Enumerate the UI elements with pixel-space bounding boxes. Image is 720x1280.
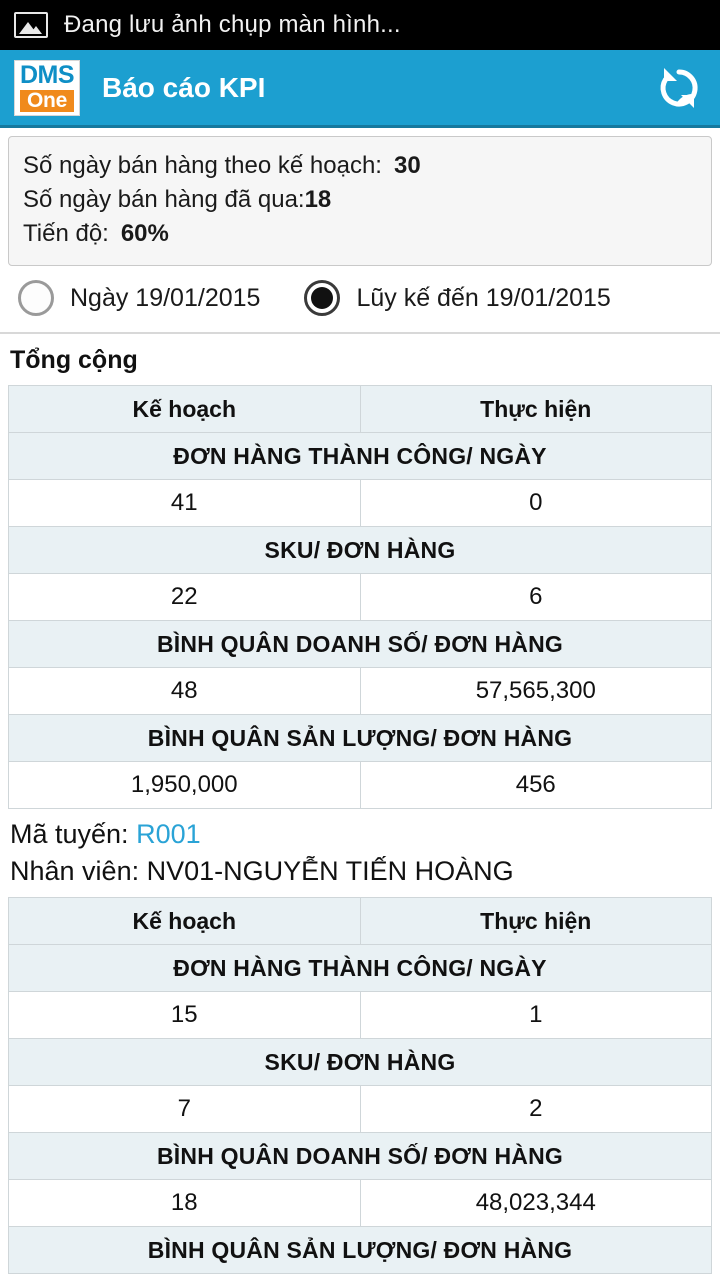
- logo-text-bottom: One: [20, 90, 74, 112]
- cell-actual: 1: [360, 992, 712, 1039]
- progress-label: Tiến độ:: [23, 220, 109, 247]
- table-row: [9, 1180, 712, 1227]
- table-row: [9, 527, 712, 574]
- table-row: [9, 715, 712, 762]
- table-row: [9, 1039, 712, 1086]
- table-row: [9, 621, 712, 668]
- employee-name: NV01-NGUYỄN TIẾN HOÀNG: [146, 856, 514, 886]
- elapsed-days-row: [23, 183, 697, 217]
- group-header: SKU/ ĐƠN HÀNG: [9, 527, 712, 574]
- table-row: [9, 574, 712, 621]
- group-header: BÌNH QUÂN DOANH SỐ/ ĐƠN HÀNG: [9, 621, 712, 668]
- column-header-actual: Thực hiện: [360, 386, 712, 433]
- group-header: ĐƠN HÀNG THÀNH CÔNG/ NGÀY: [9, 433, 712, 480]
- column-header-plan: Kế hoạch: [9, 898, 361, 945]
- refresh-icon[interactable]: [652, 61, 706, 115]
- cell-actual: 0: [360, 480, 712, 527]
- cell-plan: 1,950,000: [9, 762, 361, 809]
- group-header: BÌNH QUÂN DOANH SỐ/ ĐƠN HÀNG: [9, 1133, 712, 1180]
- app-logo: [14, 60, 80, 116]
- cell-actual: 456: [360, 762, 712, 809]
- image-icon: [14, 12, 48, 38]
- cell-actual: 6: [360, 574, 712, 621]
- group-header-partial: BÌNH QUÂN SẢN LƯỢNG/ ĐƠN HÀNG: [9, 1227, 712, 1274]
- cell-plan: 18: [9, 1180, 361, 1227]
- table-row: [9, 1133, 712, 1180]
- progress-row: [23, 217, 697, 251]
- cell-plan: 48: [9, 668, 361, 715]
- cell-plan: 7: [9, 1086, 361, 1133]
- radio-cumulative-label[interactable]: Lũy kế đến 19/01/2015: [356, 283, 611, 312]
- employee-label: Nhân viên:: [10, 856, 140, 886]
- cell-plan: 15: [9, 992, 361, 1039]
- table-row: [9, 1227, 712, 1274]
- table-row: [9, 992, 712, 1039]
- logo-text-top: DMS: [19, 61, 75, 89]
- radio-cumulative[interactable]: [304, 280, 340, 316]
- table-row: [9, 945, 712, 992]
- route-code[interactable]: R001: [136, 819, 201, 849]
- elapsed-days-value: 18: [304, 186, 332, 213]
- group-header: BÌNH QUÂN SẢN LƯỢNG/ ĐƠN HÀNG: [9, 715, 712, 762]
- column-header-actual: Thực hiện: [360, 898, 712, 945]
- table-row: [9, 480, 712, 527]
- group-header: ĐƠN HÀNG THÀNH CÔNG/ NGÀY: [9, 945, 712, 992]
- cell-actual: 2: [360, 1086, 712, 1133]
- table-row: [9, 898, 712, 945]
- column-header-plan: Kế hoạch: [9, 386, 361, 433]
- table-row: [9, 762, 712, 809]
- period-selector: [0, 266, 720, 334]
- app-bar: [0, 50, 720, 128]
- page-title: Báo cáo KPI: [102, 71, 266, 103]
- route-label: Mã tuyến:: [10, 819, 129, 849]
- summary-panel-wrapper: [0, 128, 720, 266]
- route-kpi-table: [8, 897, 712, 1274]
- notification-text: Đang lưu ảnh chụp màn hình...: [64, 11, 401, 38]
- table-row: [9, 668, 712, 715]
- route-line: [0, 809, 720, 852]
- cell-actual: 48,023,344: [360, 1180, 712, 1227]
- employee-line: [0, 852, 720, 897]
- radio-day[interactable]: [18, 280, 54, 316]
- cell-actual: 57,565,300: [360, 668, 712, 715]
- notification-bar[interactable]: [0, 0, 720, 50]
- table-row: [9, 1086, 712, 1133]
- planned-days-row: [23, 149, 697, 183]
- total-kpi-table: [8, 385, 712, 809]
- table-row: [9, 433, 712, 480]
- planned-days-label: Số ngày bán hàng theo kế hoạch:: [23, 152, 382, 179]
- group-header: SKU/ ĐƠN HÀNG: [9, 1039, 712, 1086]
- table-row: [9, 386, 712, 433]
- summary-panel: [8, 136, 712, 266]
- progress-value: 60%: [120, 220, 169, 247]
- cell-plan: 22: [9, 574, 361, 621]
- cell-plan: 41: [9, 480, 361, 527]
- radio-day-label[interactable]: Ngày 19/01/2015: [70, 283, 261, 312]
- elapsed-days-label: Số ngày bán hàng đã qua:: [23, 186, 305, 213]
- planned-days-value: 30: [393, 152, 421, 179]
- total-section-title: Tổng cộng: [10, 346, 138, 374]
